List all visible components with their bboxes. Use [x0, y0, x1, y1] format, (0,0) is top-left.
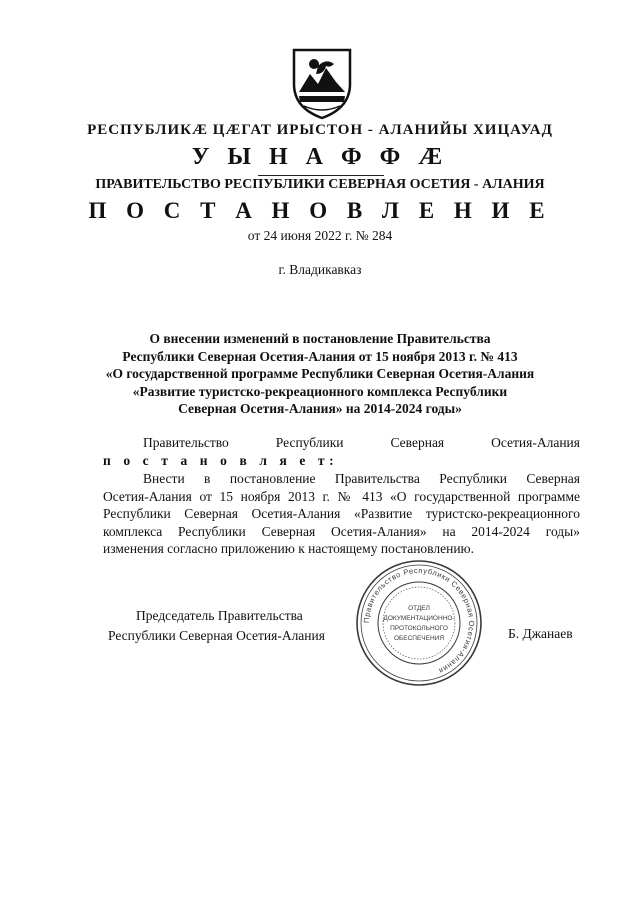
city: г. Владикавказ — [278, 262, 362, 277]
coat-of-arms-icon — [290, 44, 354, 120]
position-line: Председатель Правительства — [136, 608, 303, 623]
decree-russian-heading: П О С Т А Н О В Л Е Н И Е — [88, 198, 552, 223]
document-title — [60, 330, 580, 418]
stamp-center-line: ДОКУМЕНТАЦИОННО- — [383, 615, 455, 622]
official-stamp-icon — [354, 558, 484, 688]
resolves-line — [103, 452, 537, 470]
intro-line — [143, 434, 580, 452]
paragraph-line: комплекса Республики Северная Осетия-Алания» на 2014-2024 годы» — [103, 523, 580, 539]
title-line: Республики Северная Осетия-Алания от 15 ноября 2013 г. № 413 — [122, 348, 518, 364]
paragraph-line: Внести в постановление Правительства Республики Северная — [143, 471, 580, 486]
stamp-ring-text: Правительство Республики Северная Осетия-Алания — [361, 565, 477, 676]
paragraph-line: изменения согласно приложению к настоящему постановлению. — [103, 541, 475, 556]
title-line: «О государственной программе Республики Северная Осетия-Алания — [105, 366, 535, 381]
decree-ossetian-heading: У Ы Н А Ф Ф Æ — [191, 144, 449, 170]
paragraph-line: Осетия-Алания от 15 ноября 2013 г. № 413 «О государственной программе — [103, 488, 580, 504]
stamp-center-line: ПРОТОКОЛЬНОГО — [390, 625, 448, 632]
government-russian-heading: ПРАВИТЕЛЬСТВО РЕСПУБЛИКИ СЕВЕРНАЯ ОСЕТИЯ - АЛАНИЯ — [95, 177, 545, 192]
resolves-text: п о с т а н о в л я е т: — [103, 453, 339, 468]
title-line: «Развитие туристско-рекреационного комплекса Республики — [132, 383, 508, 399]
signatory-position — [108, 606, 325, 646]
paragraph-line: Республики Северная Осетия-Алания «Развитие туристско-рекреационного — [103, 506, 580, 521]
title-line: О внесении изменений в постановление Правительства — [149, 331, 491, 346]
republic-ossetian-heading: РЕСПУБЛИКÆ ЦÆГАТ ИРЫСТОН - АЛАНИЙЫ ХИЦАУАД — [87, 122, 553, 138]
signatory-name: Б. Джанаев — [508, 626, 573, 641]
intro-word: Северная — [390, 435, 445, 450]
title-line: Северная Осетия-Алания» на 2014-2024 годы» — [178, 401, 462, 416]
intro-word: Правительство — [143, 435, 229, 450]
intro-word: Республики — [275, 435, 344, 450]
resolution-paragraph — [103, 470, 580, 558]
heading-underline — [258, 175, 384, 176]
date-number: от 24 июня 2022 г. № 284 — [247, 228, 393, 243]
intro-word: Осетия-Алания — [491, 435, 580, 450]
stamp-center-line: ОБЕСПЕЧЕНИЯ — [393, 635, 445, 642]
position-line: Республики Северная Осетия-Алания — [108, 628, 325, 643]
stamp-center-line: ОТДЕЛ — [408, 605, 430, 612]
